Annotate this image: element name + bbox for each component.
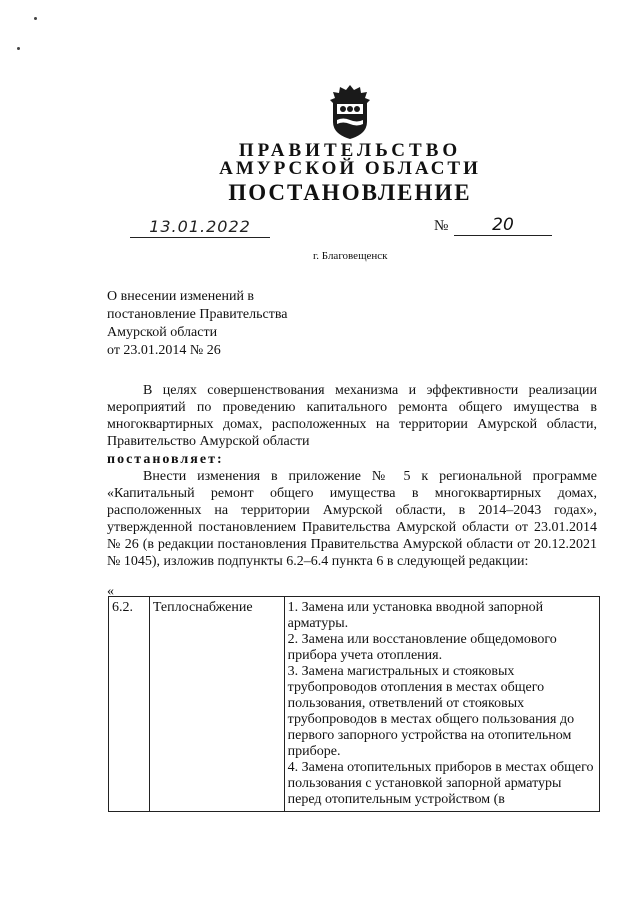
document-type-title: ПОСТАНОВЛЕНИЕ	[228, 180, 472, 205]
row-works-cell	[284, 597, 599, 812]
row-number-cell: 6.2.	[109, 597, 150, 812]
coat-of-arms-emblem	[327, 84, 373, 140]
scan-speck	[17, 47, 20, 50]
works-text: 1. Замена или установка вводной запорной арматуры. 2. Замена или восстановление общедомового прибора учета отопления. 3. Замена магистральных и стояковых трубопроводов отопления в местах общего пользования, ответвлений от стояковых трубопроводов в местах общего пользования до первого запорного устройства на отопительном приборе. 4. Замена отопительных приборов в местах общего пользования с установкой запорной арматуры перед отопительным устройством (в	[287, 600, 594, 807]
subject-line: от 23.01.2014 № 26	[107, 343, 221, 358]
subject-line: Амурской области	[107, 325, 218, 340]
subject-line: постановление Правительства	[107, 307, 288, 322]
city-name: г. Благовещенск	[313, 250, 388, 262]
decree-number: 20	[454, 215, 552, 236]
subject-line: О внесении изменений в	[107, 289, 255, 304]
decree-date: 13.01.2022	[130, 217, 270, 238]
resolves-heading: постановляет:	[107, 452, 224, 467]
preamble-paragraph: В целях совершенствования механизма и эффективности реализации мероприятий по проведению капитального ремонта общего имущества в многоквартирных домах, расположенных на территории Амурской области, Правительство Амурской области	[107, 383, 597, 449]
row-name-cell: Теплоснабжение	[149, 597, 284, 812]
government-title-line2: АМУРСКОЙ ОБЛАСТИ	[219, 158, 481, 179]
table-row	[109, 597, 600, 812]
decree-subject	[107, 288, 287, 360]
open-quote-mark: «	[107, 584, 114, 599]
amendments-table	[108, 596, 600, 812]
instruction-paragraph: Внести изменения в приложение № 5 к региональной программе «Капитальный ремонт общего имущества в многоквартирных домах, расположенных на территории Амурской области, в 2014–2043 годах», утвержденной постановлением Правительства Амурской области от 23.01.2014 № 26 (в редакции постановления Правительства Амурской области от 20.12.2021 № 1045), изложив подпункты 6.2–6.4 пункта 6 в следующей редакции:	[107, 469, 597, 569]
scan-speck	[34, 17, 37, 20]
number-sign: №	[434, 218, 449, 234]
government-title-line1: ПРАВИТЕЛЬСТВО	[238, 140, 462, 161]
